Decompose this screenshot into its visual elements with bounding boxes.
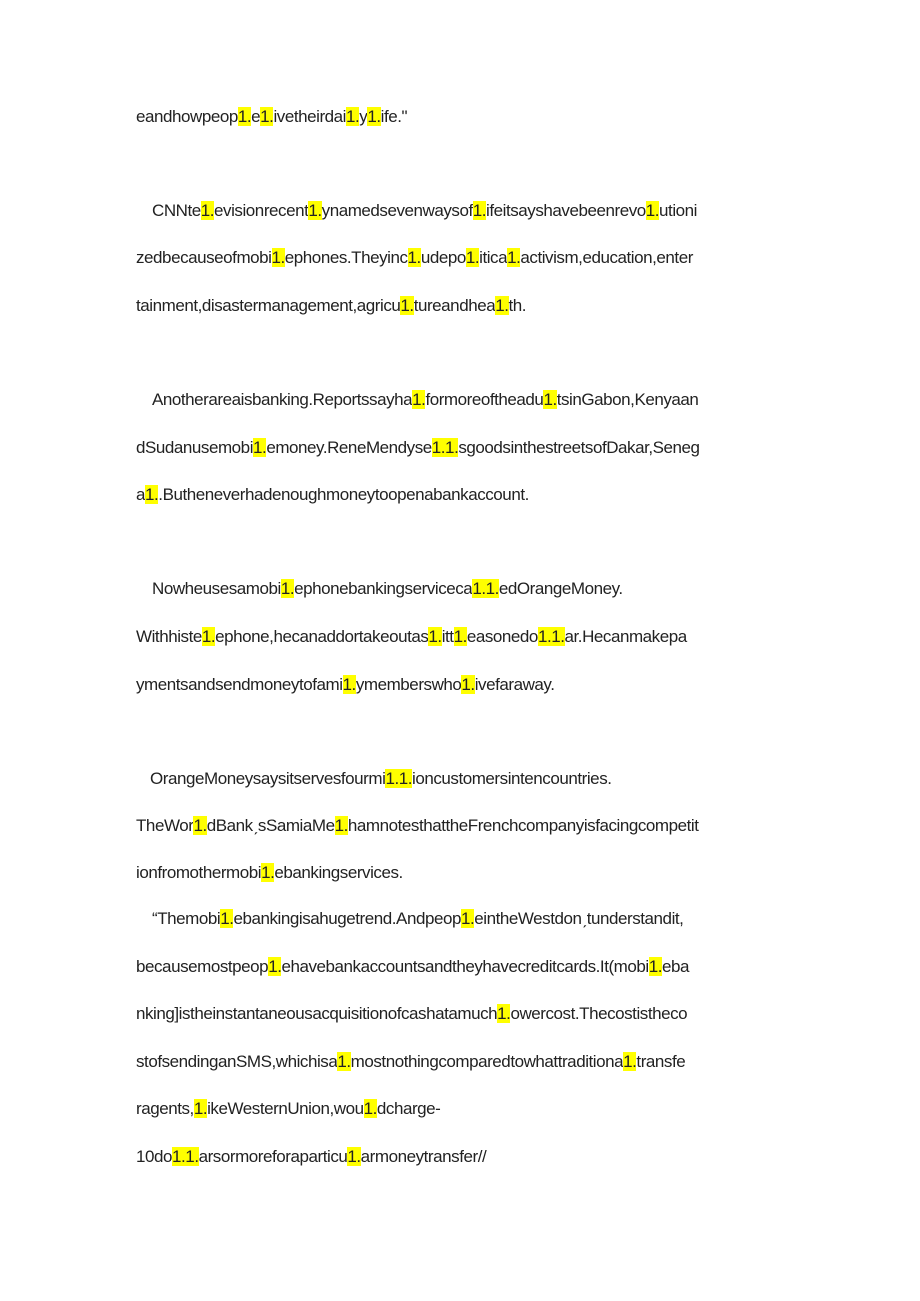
highlighted-marker: 1. — [237, 107, 252, 126]
highlighted-marker: 1. — [472, 201, 487, 220]
highlighted-marker: 1.1. — [431, 438, 459, 457]
highlighted-marker: 1. — [268, 957, 282, 976]
highlighted-marker: 1. — [193, 1099, 208, 1118]
text-line — [136, 105, 407, 129]
text-segment: CNNte — [152, 201, 201, 220]
text-segment: .Butheneverhadenoughmoneytoopenabankaccount. — [158, 485, 529, 504]
text-segment: activism,education,enter — [520, 248, 693, 267]
text-segment: eandhowpeop — [136, 107, 238, 126]
highlighted-marker: 1. — [201, 627, 216, 646]
highlighted-marker: 1. — [253, 438, 267, 457]
highlighted-marker: 1. — [334, 816, 348, 835]
text-segment: ivetheirdai — [273, 107, 346, 126]
text-segment: nking]istheinstantaneousacquisitionofcashatamuch — [136, 1004, 498, 1023]
text-segment: itica — [479, 248, 508, 267]
text-segment: utioni — [659, 201, 697, 220]
text-line — [136, 1050, 685, 1074]
highlighted-marker: 1. — [367, 107, 381, 126]
text-segment: tainment,disastermanagement,agricu — [136, 296, 401, 315]
text-line — [136, 861, 403, 885]
text-segment: eba — [662, 957, 690, 976]
text-line — [136, 246, 693, 270]
text-segment: Withhiste — [136, 627, 202, 646]
text-segment: armoneytransfer// — [360, 1147, 487, 1166]
text-line — [152, 388, 698, 412]
text-line — [152, 577, 623, 601]
highlighted-marker: 1. — [363, 1099, 377, 1118]
highlighted-marker: 1.1. — [172, 1147, 199, 1166]
text-segment: formoreoftheadu — [425, 390, 544, 409]
highlighted-marker: 1. — [193, 816, 207, 835]
text-segment: a — [136, 485, 146, 504]
text-segment: stofsendinganSMS,whichisa — [136, 1052, 338, 1071]
text-segment: itt — [441, 627, 454, 646]
highlighted-marker: 1. — [460, 909, 475, 928]
text-segment: dcharge- — [376, 1099, 441, 1118]
text-segment: y — [359, 107, 368, 126]
text-segment: udepo — [420, 248, 466, 267]
text-segment: e — [251, 107, 261, 126]
highlighted-marker: 1. — [280, 579, 295, 598]
highlighted-marker: 1. — [495, 296, 509, 315]
highlighted-marker: 1. — [461, 675, 475, 694]
text-segment: ifeitsayshavebeenrevo — [486, 201, 646, 220]
text-segment: ragents, — [136, 1099, 194, 1118]
text-segment: ymentsandsendmoneytofami — [136, 675, 343, 694]
highlighted-marker: 1. — [400, 296, 414, 315]
text-line — [136, 294, 526, 318]
highlighted-marker: 1. — [507, 248, 521, 267]
highlighted-marker: 1.1. — [385, 769, 412, 788]
text-line — [136, 1097, 440, 1121]
highlighted-marker: 1.1. — [472, 579, 499, 598]
text-segment: mostnothingcomparedtowhattraditiona — [350, 1052, 624, 1071]
highlighted-marker: 1. — [453, 627, 467, 646]
text-line — [136, 436, 700, 460]
text-line — [136, 814, 699, 838]
text-line — [136, 955, 689, 979]
highlighted-marker: 1. — [347, 1147, 361, 1166]
highlighted-marker: 1. — [543, 390, 557, 409]
text-line — [136, 625, 687, 649]
highlighted-marker: 1. — [342, 675, 356, 694]
highlighted-marker: 1. — [412, 390, 426, 409]
text-line — [150, 767, 612, 791]
text-segment: easonedo — [466, 627, 538, 646]
text-segment: zedbecauseofmobi — [136, 248, 272, 267]
text-segment: tsinGabon,Kenyaan — [556, 390, 699, 409]
highlighted-marker: 1. — [337, 1052, 351, 1071]
highlighted-marker: 1. — [200, 201, 215, 220]
text-segment: ymemberswho — [355, 675, 462, 694]
text-segment: ionfromothermobi — [136, 863, 262, 882]
text-segment: ynamedsevenwaysof — [321, 201, 473, 220]
text-segment: edOrangeMoney. — [498, 579, 623, 598]
highlighted-marker: 1. — [346, 107, 360, 126]
text-segment: ephone,hecanaddortakeoutas — [215, 627, 429, 646]
highlighted-marker: 1. — [623, 1052, 637, 1071]
text-segment: arsormoreforapartic​u — [198, 1147, 348, 1166]
highlighted-marker: 1. — [465, 248, 480, 267]
text-segment: hamnotesthattheFrenchcompanyisfacingcompetit — [347, 816, 699, 835]
text-segment: ebankingisahugetrend.Andpeop — [233, 909, 461, 928]
text-line — [152, 907, 683, 931]
text-segment: tureandhea — [413, 296, 496, 315]
text-segment: dBankˏsSamiaMe — [206, 816, 335, 835]
highlighted-marker: 1. — [648, 957, 663, 976]
highlighted-marker: 1. — [428, 627, 442, 646]
highlighted-marker: 1. — [497, 1004, 511, 1023]
highlighted-marker: 1. — [407, 248, 421, 267]
text-segment: transfe — [636, 1052, 686, 1071]
text-segment: dSudanusemobi — [136, 438, 254, 457]
text-segment: OrangeMoneysaysitservesfourmi — [150, 769, 386, 788]
highlighted-marker: 1. — [260, 107, 274, 126]
text-segment: 10do — [136, 1147, 173, 1166]
text-segment: ioncustomersintencountries. — [412, 769, 612, 788]
text-line — [136, 1002, 687, 1026]
text-segment: sgoodsinthestreetsofDakar,Seneg — [458, 438, 700, 457]
highlighted-marker: 1.1. — [537, 627, 565, 646]
text-segment: ife." — [380, 107, 408, 126]
text-segment: becausemostpeop — [136, 957, 269, 976]
text-line — [136, 673, 554, 697]
text-segment: ephonebankingserviceca — [294, 579, 473, 598]
text-segment: ephones.Theyinc — [284, 248, 408, 267]
text-segment: ivefaraway. — [474, 675, 555, 694]
text-line — [136, 483, 529, 507]
highlighted-marker: 1. — [261, 863, 275, 882]
text-segment: “Themobi — [152, 909, 221, 928]
text-segment: ar.Hecanmakepa — [564, 627, 687, 646]
text-segment: th. — [508, 296, 527, 315]
text-segment: ebankingservices. — [274, 863, 403, 882]
highlighted-marker: 1. — [308, 201, 322, 220]
highlighted-marker: 1. — [645, 201, 660, 220]
text-segment: owercost.Thecostistheco — [510, 1004, 688, 1023]
text-segment: eintheWestdonˏtunderstandit, — [474, 909, 684, 928]
highlighted-marker: 1. — [271, 248, 285, 267]
text-segment: emoney.ReneMendyse — [266, 438, 432, 457]
highlighted-marker: 1. — [220, 909, 234, 928]
text-segment: evisionrecent — [214, 201, 309, 220]
text-segment: Nowheusesamobi — [152, 579, 281, 598]
text-segment: Anotherareaisbanking.Reportssayha — [152, 390, 413, 409]
text-segment: ehavebankaccountsandtheyhavecreditcards.It(mobi — [281, 957, 649, 976]
text-line — [136, 1145, 486, 1169]
text-line — [152, 199, 697, 223]
highlighted-marker: 1. — [145, 485, 159, 504]
text-segment: TheWor — [136, 816, 194, 835]
text-segment: ikeWesternUnion,wou — [207, 1099, 364, 1118]
